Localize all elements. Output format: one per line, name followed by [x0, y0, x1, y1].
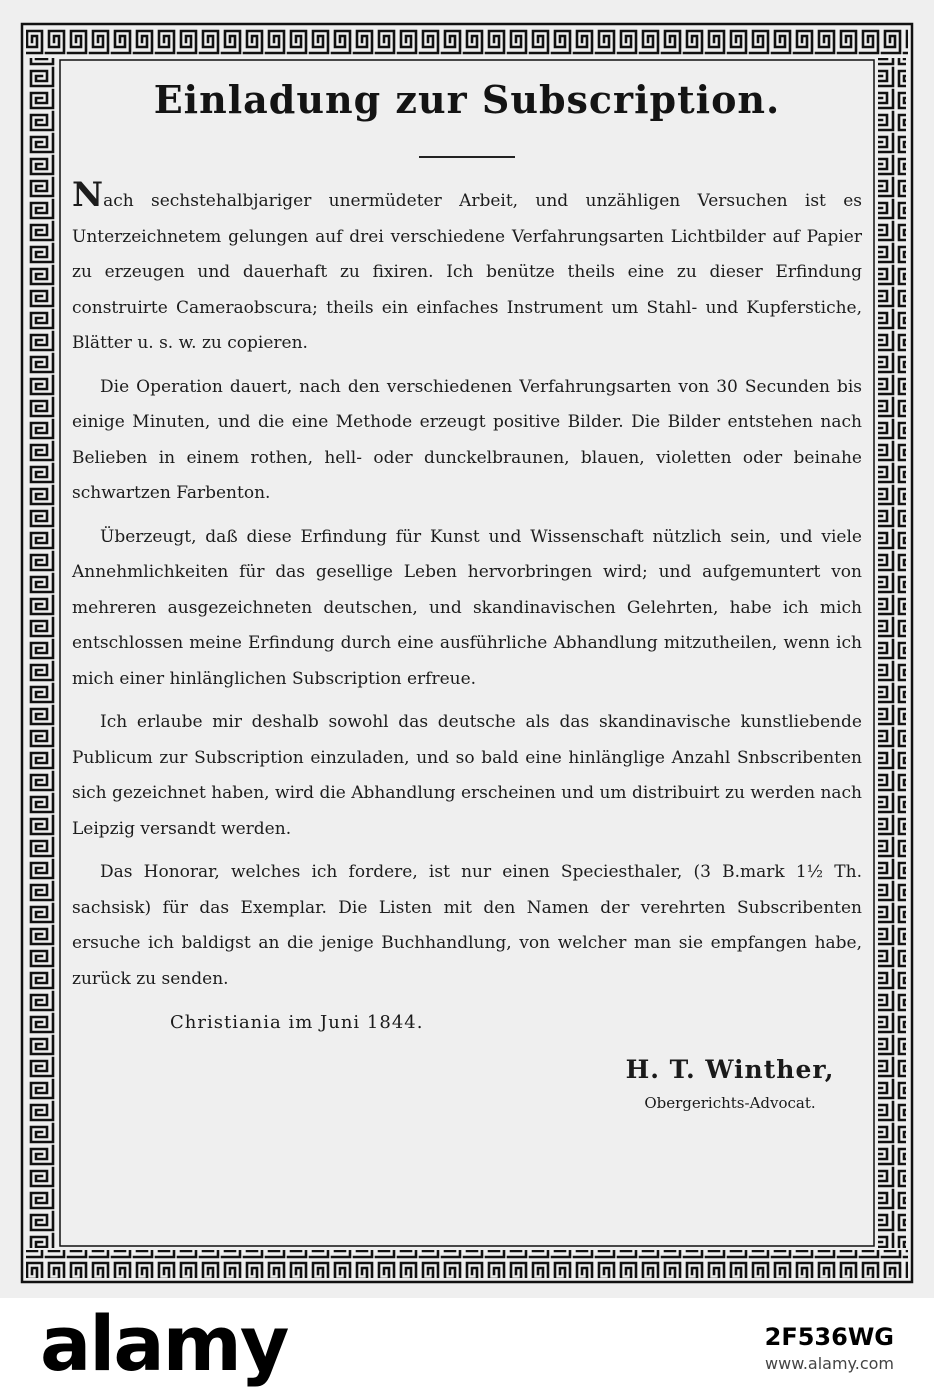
drop-cap: N — [72, 175, 104, 215]
place-and-date: Christiania im Juni 1844. — [170, 1012, 424, 1033]
document-title: Einladung zur Subscription. — [153, 77, 781, 122]
signature-block — [580, 1052, 880, 1116]
watermark-url: www.alamy.com — [765, 1354, 894, 1373]
paragraph-1 — [72, 175, 862, 362]
title-divider — [419, 156, 515, 158]
watermark-bar — [0, 1298, 934, 1390]
watermark-logo: alamy — [40, 1299, 288, 1388]
paragraph-3: Überzeugt, daß diese Erfindung für Kunst und Wissenschaft nützlich sein, und viele Annehmlichkeiten für das gesellige Leben hervorbringen wird; und aufgemuntert von mehreren ausgezeichneten deutschen, und skandinavischen Gelehrten, habe ich mich entschlossen meine Erfindung durch eine ausführliche Abhandlung mitzutheilen, wenn ich mich einer hinlänglichen Subscription erfreue. — [72, 526, 862, 689]
signature-title: Obergerichts-Advocat. — [644, 1094, 816, 1112]
paragraph-1-text: ach sechstehalbjariger unermüdeter Arbeit, und unzähligen Versuchen ist es Unterzeichnetem gelungen auf drei verschiedene Verfahrungsarten Lichtbilder auf Papier zu erzeugen und dauerhaft zu fixiren. Ich benütze theils eine zu dieser Erfindung construirte Cameraobscura; theils ein einfaches Instrument um Stahl- und Kupferstiche, Blätter u. s. w. zu copieren. — [72, 191, 862, 353]
paragraph-5: Das Honorar, welches ich fordere, ist nur einen Speciesthaler, (3 B.mark 1½ Th. sachsisk) für das Exemplar. Die Listen mit den Namen der verehrten Subscribenten ersuche ich baldigst an die jenige Buchhandlung, von welcher man sie empfangen habe, zurück zu senden. — [72, 862, 862, 989]
paragraph-2: Die Operation dauert, nach den verschiedenen Verfahrungsarten von 30 Secunden bis einige Minuten, und die eine Methode erzeugt positive Bilder. Die Bilder entstehen nach Belieben in einem rothen, hell- oder dunckelbraunen, blauen, violetten oder beinahe schwartzen Farbenton. — [72, 376, 862, 503]
paragraph-4: Ich erlaube mir deshalb sowohl das deutsche als das skandinavische kunstliebende Publicum zur Subscription einzuladen, und so bald eine hinlänglige Anzahl Snbscribenten sich gezeichnet haben, wird die Abhandlung erscheinen und um distribuirt zu werden nach Leipzig versandt werden. — [72, 712, 862, 839]
watermark-image-id: 2F536WG — [764, 1323, 894, 1351]
signature-name: H. T. Winther, — [625, 1055, 835, 1084]
document-body — [72, 70, 862, 1041]
